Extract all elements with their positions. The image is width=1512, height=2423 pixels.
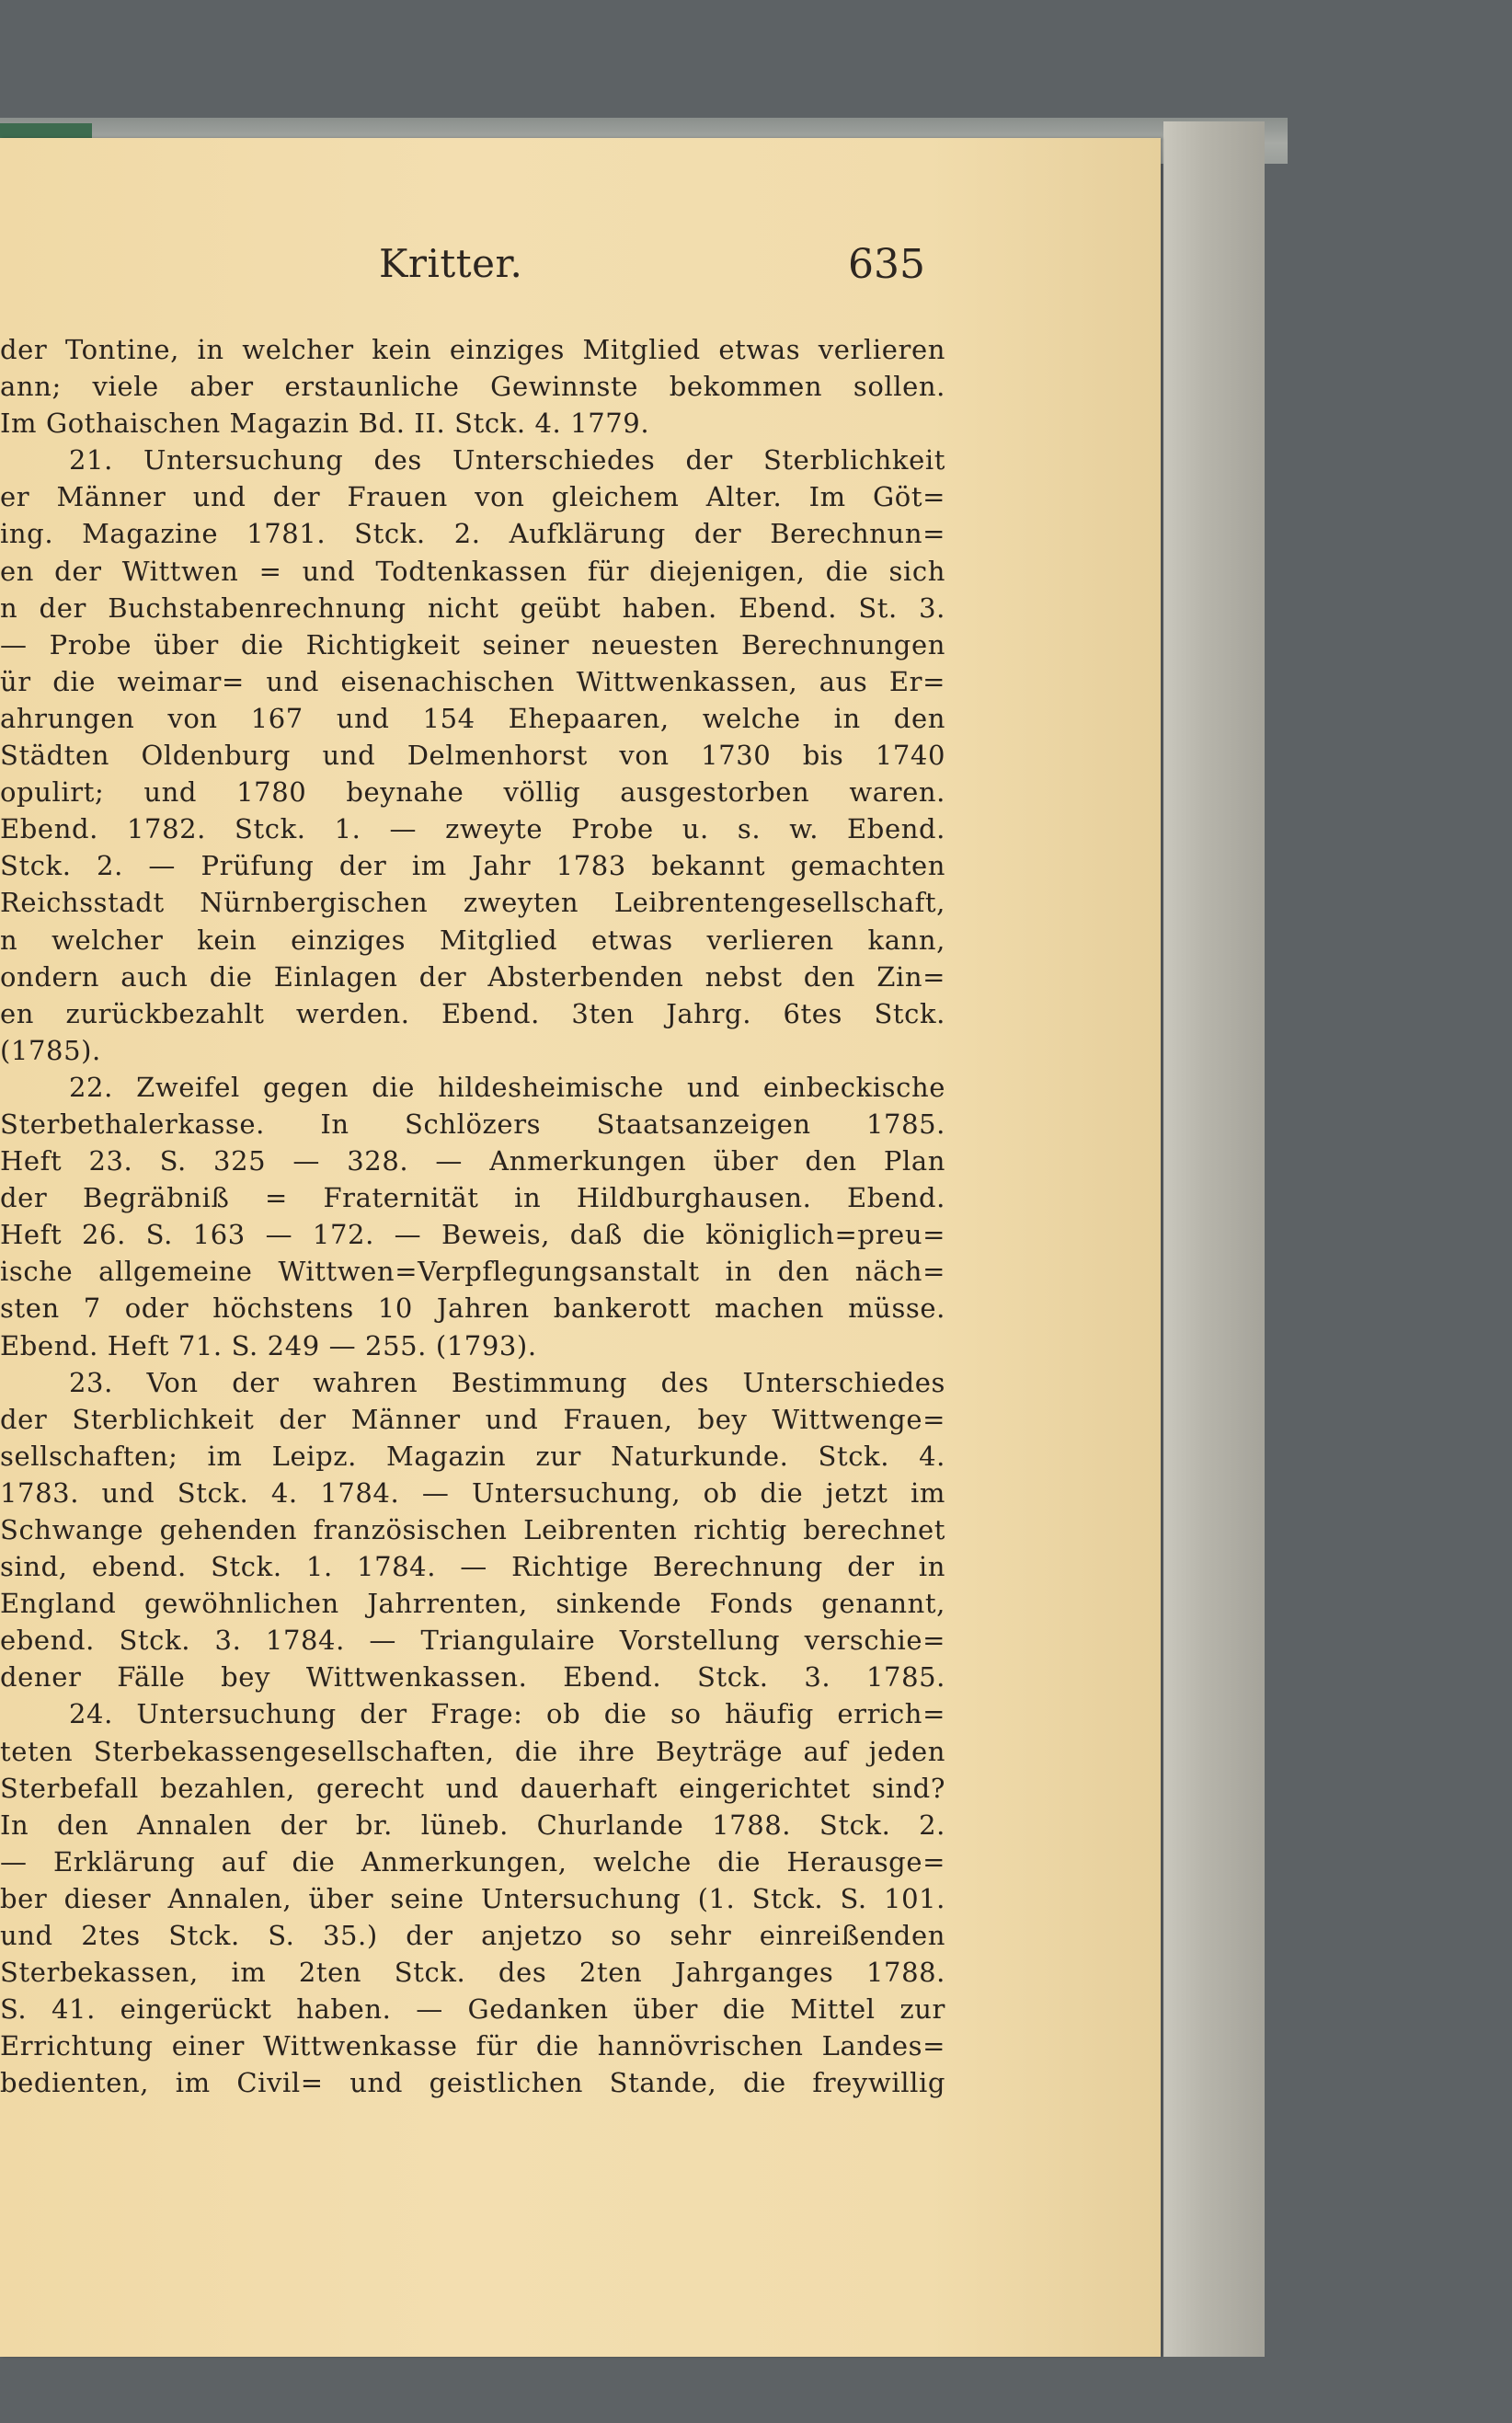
- page-header: [0, 241, 1161, 296]
- page-number: 635: [848, 241, 925, 288]
- text-line: ische allgemeine Wittwen=Verpflegungsanstalt in den näch=: [0, 1256, 945, 1288]
- text-line: sten 7 oder höchstens 10 Jahren bankerott machen müsse.: [0, 1292, 945, 1325]
- text-line: sellschaften; im Leipz. Magazin zur Naturkunde. Stck. 4.: [0, 1440, 945, 1472]
- text-line: Reichsstadt Nürnbergischen zweyten Leibrentengesellschaft,: [0, 887, 945, 919]
- body-text: [0, 331, 945, 2102]
- text-line: — Probe über die Richtigkeit seiner neuesten Berechnungen: [0, 628, 945, 660]
- text-line: Im Gothaischen Magazin Bd. II. Stck. 4. 1779.: [0, 408, 650, 440]
- text-line: der Sterblichkeit der Männer und Frauen, bey Wittwenge=: [0, 1403, 945, 1435]
- text-line: der Tontine, in welcher kein einziges Mitglied etwas verlieren: [0, 334, 945, 365]
- text-line: Stck. 2. — Prüfung der im Jahr 1783 bekannt gemachten: [0, 850, 945, 882]
- text-line: Städten Oldenburg und Delmenhorst von 1730 bis 1740: [0, 740, 945, 772]
- text-line: 22. Zweifel gegen die hildesheimische und einbeckische: [69, 1071, 945, 1103]
- running-title: Kritter.: [379, 241, 523, 286]
- text-line: Sterbefall bezahlen, gerecht und dauerhaft eingerichtet sind?: [0, 1772, 945, 1804]
- text-line: en der Wittwen = und Todtenkassen für diejenigen, die sich: [0, 555, 945, 587]
- text-line: opulirt; und 1780 beynahe völlig ausgestorben waren.: [0, 776, 945, 809]
- text-line: Schwange gehenden französischen Leibrenten richtig berechnet: [0, 1514, 945, 1545]
- text-line: 21. Untersuchung des Unterschiedes der Sterblichkeit: [69, 444, 945, 477]
- text-line: Heft 23. S. 325 — 328. — Anmerkungen über den Plan: [0, 1145, 945, 1177]
- text-line: — Erklärung auf die Anmerkungen, welche die Herausge=: [0, 1845, 945, 1878]
- text-line: Errichtung einer Wittwenkasse für die hannövrischen Landes=: [0, 2030, 945, 2062]
- text-line: S. 41. eingerückt haben. — Gedanken über die Mittel zur: [0, 1993, 945, 2026]
- text-line: bedienten, im Civil= und geistlichen Stande, die freywillig: [0, 2067, 945, 2099]
- text-line: sind, ebend. Stck. 1. 1784. — Richtige Berechnung der in: [0, 1551, 945, 1583]
- text-line: Ebend. Heft 71. S. 249 — 255. (1793).: [0, 1329, 537, 1361]
- text-line: er Männer und der Frauen von gleichem Alter. Im Göt=: [0, 481, 945, 513]
- text-line: Sterbethalerkasse. In Schlözers Staatsanzeigen 1785.: [0, 1108, 945, 1140]
- text-line: der Begräbniß = Fraternität in Hildburghausen. Ebend.: [0, 1182, 945, 1214]
- text-line: ür die weimar= und eisenachischen Wittwenkassen, aus Er=: [0, 665, 945, 697]
- text-line: n der Buchstabenrechnung nicht geübt haben. Ebend. St. 3.: [0, 591, 945, 624]
- text-line: ing. Magazine 1781. Stck. 2. Aufklärung der Berechnun=: [0, 518, 945, 550]
- text-line: (1785).: [0, 1034, 101, 1066]
- text-line: England gewöhnlichen Jahrrenten, sinkende Fonds genannt,: [0, 1588, 945, 1620]
- book-board-edge: [1163, 121, 1265, 2357]
- text-line: teten Sterbekassengesellschaften, die ihre Beyträge auf jeden: [0, 1735, 945, 1767]
- text-line: Sterbekassen, im 2ten Stck. des 2ten Jahrganges 1788.: [0, 1957, 945, 1989]
- text-line: In den Annalen der br. lüneb. Churlande 1788. Stck. 2.: [0, 1809, 945, 1841]
- text-line: und 2tes Stck. S. 35.) der anjetzo so sehr einreißenden: [0, 1920, 945, 1952]
- text-line: ahrungen von 167 und 154 Ehepaaren, welche in den: [0, 702, 945, 734]
- text-line: 1783. und Stck. 4. 1784. — Untersuchung, ob die jetzt im: [0, 1476, 945, 1509]
- text-line: n welcher kein einziges Mitglied etwas verlieren kann,: [0, 924, 945, 956]
- text-line: Ebend. 1782. Stck. 1. — zweyte Probe u. s. w. Ebend.: [0, 813, 945, 845]
- text-line: ber dieser Annalen, über seine Untersuchung (1. Stck. S. 101.: [0, 1882, 945, 1914]
- text-line: 23. Von der wahren Bestimmung des Unterschiedes: [69, 1366, 945, 1398]
- text-line: Heft 26. S. 163 — 172. — Beweis, daß die königlich=preu=: [0, 1219, 945, 1251]
- text-line: ann; viele aber erstaunliche Gewinnste bekommen sollen.: [0, 371, 945, 403]
- text-line: ondern auch die Einlagen der Absterbenden nebst den Zin=: [0, 960, 945, 993]
- text-line: 24. Untersuchung der Frage: ob die so häufig errich=: [69, 1698, 945, 1730]
- text-line: dener Fälle bey Wittwenkassen. Ebend. Stck. 3. 1785.: [0, 1661, 945, 1694]
- text-line: ebend. Stck. 3. 1784. — Triangulaire Vorstellung verschie=: [0, 1625, 945, 1657]
- text-line: en zurückbezahlt werden. Ebend. 3ten Jahrg. 6tes Stck.: [0, 997, 945, 1029]
